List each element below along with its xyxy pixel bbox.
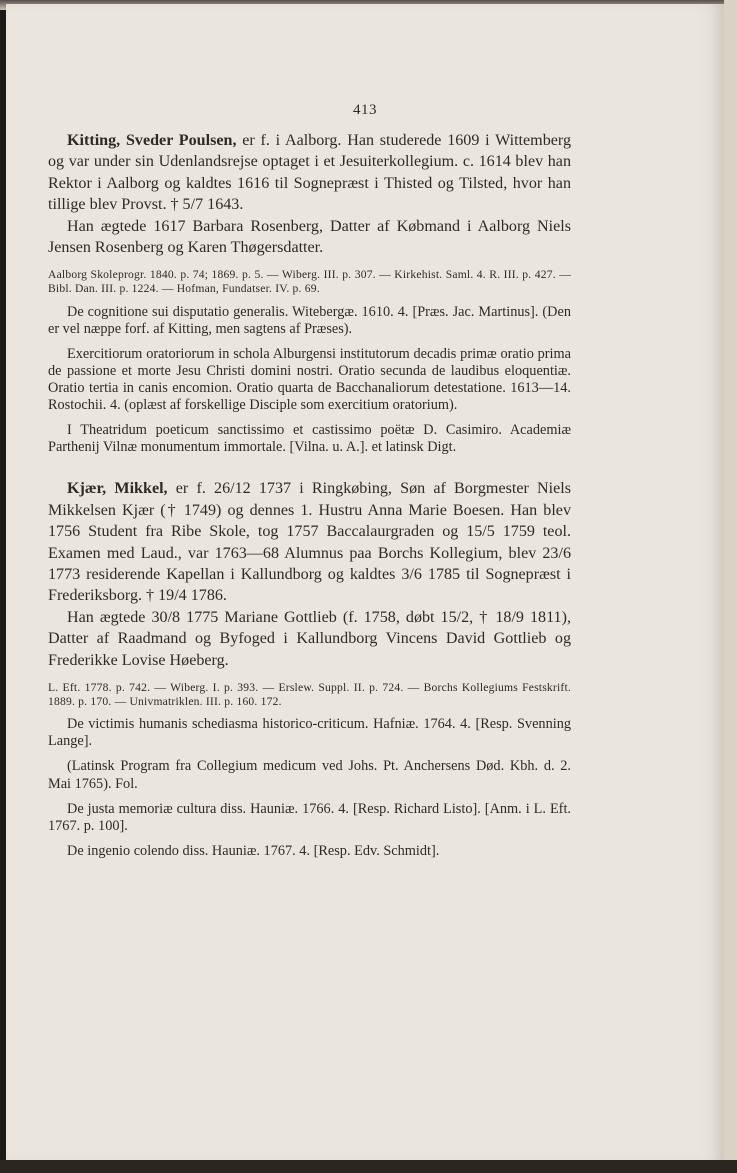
entry-work: De justa memoriæ cultura diss. Hauniæ. 1766. 4. [Resp. Richard Listo]. [Anm. i L. Eft. 1767. p. 100]. xyxy=(48,800,571,834)
entry-work: (Latinsk Program fra Collegium medicum ved Johs. Pt. Anchersens Død. Kbh. d. 2. Mai 1765). Fol. xyxy=(48,758,571,792)
entry-work: De victimis humanis schediasma historico-criticum. Hafniæ. 1764. 4. [Resp. Svenning Lange]. xyxy=(48,716,571,750)
entry-kitting xyxy=(48,130,571,456)
book-page xyxy=(6,4,724,1162)
entry-work: I Theatridum poeticum sanctissimo et castissimo poëtæ D. Casimiro. Academiæ Parthenij Vilnæ monumentum immortale. [Vilna. u. A.]. et latinsk Digt. xyxy=(48,422,571,456)
page-bottom-edge xyxy=(0,1160,737,1173)
entry-references: L. Eft. 1778. p. 742. — Wiberg. I. p. 393. — Erslew. Suppl. II. p. 724. — Borchs Kollegiums Festskrift. 1889. p. 170. — Univmatriklen. III. p. 160. 172. xyxy=(48,681,571,708)
entry-work: De cognitione sui disputatio generalis. Witebergæ. 1610. 4. [Præs. Jac. Martinus]. (Den er vel næppe forf. af Kitting, men sagtens af Præses). xyxy=(48,303,571,337)
page-number: 413 xyxy=(353,102,377,118)
entry-separator xyxy=(48,456,571,478)
entry-kjaer xyxy=(48,478,571,860)
entry-marriage: Han ægtede 30/8 1775 Mariane Gottlieb (f. 1758, døbt 15/2, † 18/9 1811), Datter af Raadmand og Byfoged i Kallundborg Vincens David Gottlieb og Frederikke Lovise Høeberg. xyxy=(48,608,571,669)
entry-biography: er f. 26/12 1737 i Ringkøbing, Søn af Borgmester Niels Mikkelsen Kjær († 1749) og dennes 1. Hustru Anna Marie Boesen. Han blev 1756 Student fra Ribe Skole, tog 1757 Baccalaurgraden og 15/5 1759 teol. Examen med Laud., var 1763—68 Alumnus paa Borchs Kollegium, blev 23/6 1773 residerende Kapellan i Kallundborg og kaldtes 3/6 1785 til Sognepræst i Frederiksborg. † 19/4 1786. xyxy=(48,480,571,605)
entry-marriage: Han ægtede 1617 Barbara Rosenberg, Datter af Købmand i Aalborg Niels Jensen Rosenberg og Karen Thøgersdatter. xyxy=(48,217,571,257)
entry-biography: er f. i Aalborg. Han studerede 1609 i Wittemberg og var under sin Udenlandsrejse optaget i et Jesuiterkollegium. c. 1614 blev han Rektor i Aalborg og kaldtes 1616 til Sognepræst i Thisted og Tilsted, hvor han tillige blev Provst. † 5/7 1643. xyxy=(48,132,572,214)
entry-name: Kjær, Mikkel, xyxy=(67,480,168,498)
entry-work: Exercitiorum oratoriorum in schola Alburgensi institutorum decadis primæ oratio prima de passione et morte Jesu Christi domini nostri. Oratio secunda de laudibus eloquentiæ. Oratio tertia in canis encomion. Oratio quarta de Bacchanaliorum detestatione. 1613—14. Rostochii. 4. (oplæst af forskellige Disciple som exercitium oratorium). xyxy=(48,345,571,414)
page-body xyxy=(48,130,571,860)
entry-intro xyxy=(48,478,571,606)
entry-work: De ingenio colendo diss. Hauniæ. 1767. 4. [Resp. Edv. Schmidt]. xyxy=(67,842,440,859)
entry-intro xyxy=(48,130,571,216)
entry-name: Kitting, Sveder Poulsen, xyxy=(67,132,237,149)
entry-references: Aalborg Skoleprogr. 1840. p. 74; 1869. p. 5. — Wiberg. III. p. 307. — Kirkehist. Saml. 4. R. III. p. 427. — Bibl. Dan. III. p. 1224. — Hofman, Fundatser. IV. p. 69. xyxy=(48,268,571,296)
page-right-edge xyxy=(724,0,737,1173)
